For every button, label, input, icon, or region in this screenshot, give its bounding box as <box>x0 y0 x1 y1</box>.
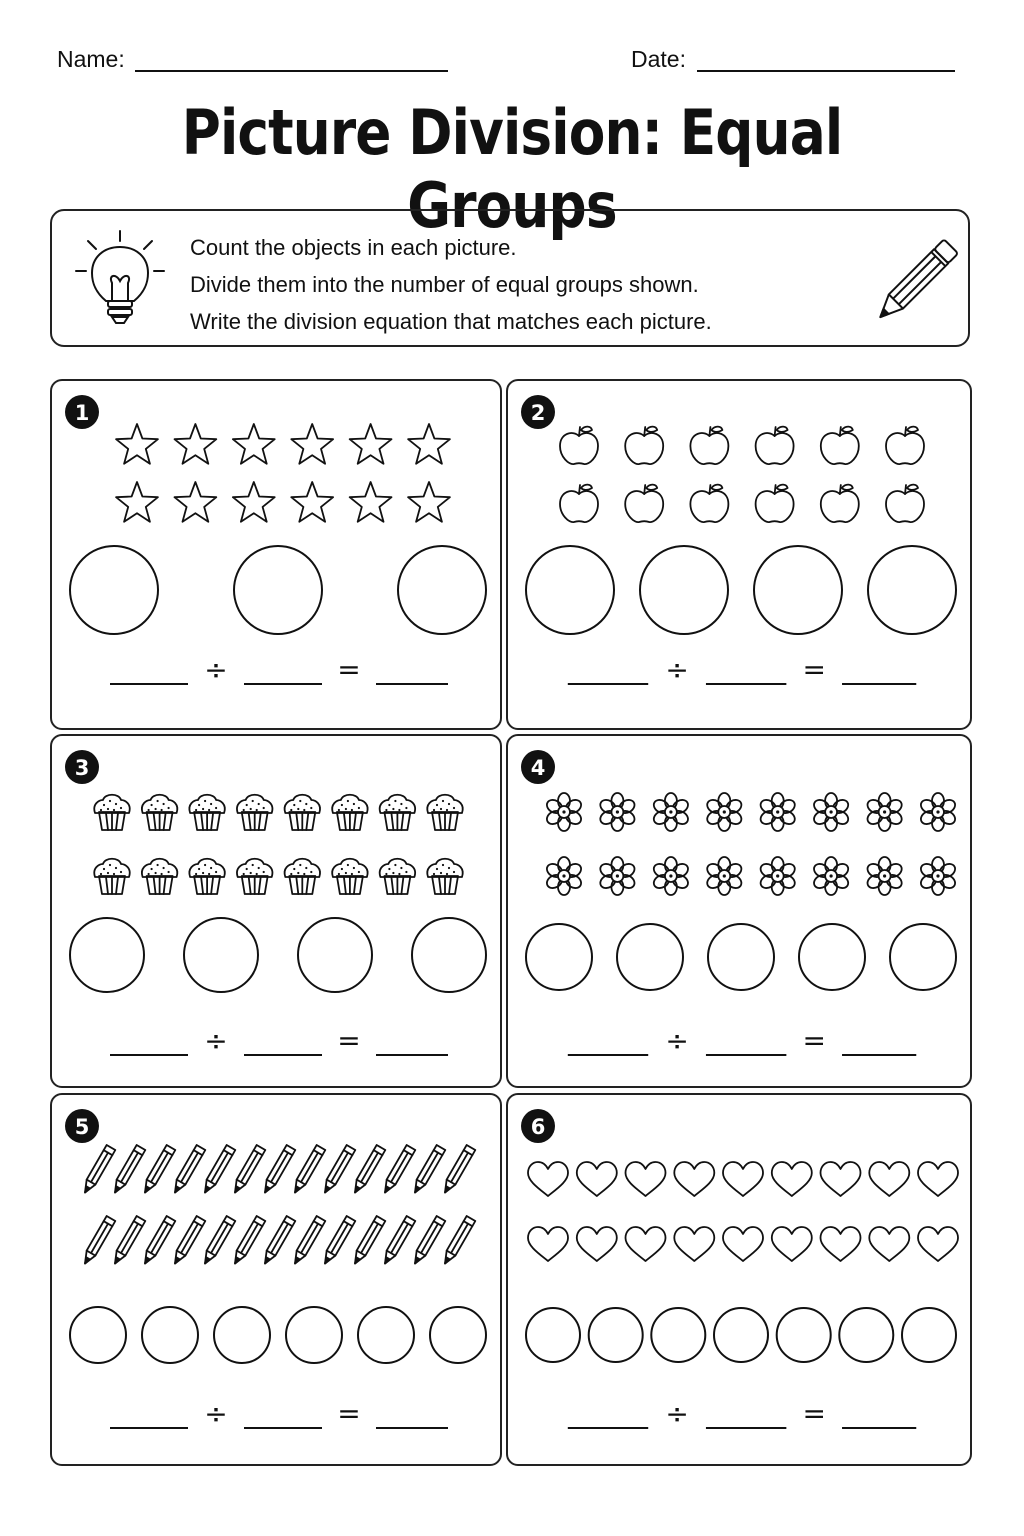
group-circle[interactable] <box>777 1308 831 1362</box>
problem-number-badge <box>65 1109 99 1143</box>
name-field[interactable] <box>135 70 448 72</box>
equals-symbol: = <box>802 1024 826 1057</box>
pencil-icon <box>441 1216 476 1266</box>
apple-icon <box>756 485 794 522</box>
pencil-icon <box>141 1216 176 1266</box>
cupcake-icon <box>94 795 129 830</box>
heart-icon <box>577 1227 617 1261</box>
divide-symbol: ÷ <box>204 1024 228 1057</box>
flower-icon <box>812 793 851 831</box>
problem-number-badge <box>521 395 555 429</box>
heart-icon <box>626 1227 666 1261</box>
flower-icon <box>598 793 637 831</box>
division-equation <box>110 1397 448 1430</box>
problem-number: 3 <box>74 756 90 780</box>
problem-number-badge <box>65 395 99 429</box>
group-circle[interactable] <box>70 1307 126 1363</box>
cupcake-icon <box>237 795 272 830</box>
cupcake-icon <box>237 859 272 894</box>
apple-icon <box>690 485 728 522</box>
group-circle[interactable] <box>70 546 158 634</box>
apple-icon <box>886 427 924 464</box>
instruction-line-2: Divide them into the number of equal groups shown. <box>190 272 699 297</box>
pencil-icon <box>441 1145 476 1195</box>
division-equation <box>568 653 916 686</box>
cupcake-icon <box>285 795 320 830</box>
heart-icon <box>869 1227 909 1261</box>
apple-icon <box>560 427 598 464</box>
heart-icon <box>723 1162 763 1196</box>
group-circle[interactable] <box>651 1308 705 1362</box>
problem-number: 5 <box>74 1115 90 1139</box>
star-icon <box>233 424 275 464</box>
flower-icon <box>758 793 797 831</box>
group-circle[interactable] <box>708 924 774 990</box>
flower-icon <box>598 857 637 895</box>
apple-icon <box>886 485 924 522</box>
star-icon <box>233 482 275 522</box>
cupcake-icon <box>332 795 367 830</box>
equals-symbol: = <box>337 1397 361 1430</box>
cupcake-icon <box>380 795 415 830</box>
pencil-icon <box>171 1145 206 1195</box>
heart-icon <box>772 1162 812 1196</box>
group-circle[interactable] <box>526 1308 580 1362</box>
group-circle[interactable] <box>902 1308 956 1362</box>
heart-icon <box>869 1162 909 1196</box>
name-label: Name: <box>57 46 125 72</box>
cupcake-icon <box>142 859 177 894</box>
heart-icon <box>626 1162 666 1196</box>
flower-icon <box>651 857 690 895</box>
flower-icon <box>812 857 851 895</box>
date-field[interactable] <box>697 70 955 72</box>
division-equation <box>110 1024 448 1057</box>
problem-number: 1 <box>74 401 90 425</box>
pencil-icon <box>411 1216 446 1266</box>
group-circle[interactable] <box>617 924 683 990</box>
instruction-line-1: Count the objects in each picture. <box>190 235 517 260</box>
problem-number-badge <box>65 750 99 784</box>
group-circle[interactable] <box>398 546 486 634</box>
heart-icon <box>528 1162 568 1196</box>
pencil-icon <box>291 1216 326 1266</box>
heart-icon <box>821 1227 861 1261</box>
star-icon <box>408 424 450 464</box>
divide-symbol: ÷ <box>204 653 228 686</box>
problem-number: 6 <box>530 1115 546 1139</box>
heart-icon <box>674 1227 714 1261</box>
cupcake-icon <box>332 859 367 894</box>
pencil-icon <box>81 1145 116 1195</box>
cupcake-icon <box>427 795 462 830</box>
heart-icon <box>528 1227 568 1261</box>
cupcake-icon <box>189 795 224 830</box>
flower-icon <box>545 857 584 895</box>
apple-icon <box>690 427 728 464</box>
equals-symbol: = <box>337 653 361 686</box>
group-circle[interactable] <box>430 1307 486 1363</box>
star-icon <box>350 482 392 522</box>
problem-number-badge <box>521 750 555 784</box>
problem-card-1 <box>50 379 502 730</box>
heart-icon <box>674 1162 714 1196</box>
flower-icon <box>919 793 958 831</box>
group-circle[interactable] <box>526 546 614 634</box>
problem-number: 4 <box>530 756 546 780</box>
heart-icon <box>918 1162 958 1196</box>
apple-icon <box>560 485 598 522</box>
pencil-icon <box>351 1145 386 1195</box>
apple-icon <box>625 485 663 522</box>
pencil-icon <box>381 1145 416 1195</box>
group-circle[interactable] <box>412 918 486 992</box>
division-equation <box>110 653 448 686</box>
star-icon <box>175 482 217 522</box>
star-icon <box>116 482 158 522</box>
group-circle[interactable] <box>640 546 728 634</box>
heart-icon <box>772 1227 812 1261</box>
group-circle[interactable] <box>298 918 372 992</box>
apple-icon <box>625 427 663 464</box>
problem-card-5 <box>50 1093 502 1466</box>
cupcake-icon <box>142 795 177 830</box>
apple-icon <box>821 427 859 464</box>
cupcake-icon <box>427 859 462 894</box>
pencil-icon <box>291 1145 326 1195</box>
divide-symbol: ÷ <box>665 1024 689 1057</box>
problem-card-6 <box>506 1093 972 1466</box>
equals-symbol: = <box>802 653 826 686</box>
flower-icon <box>651 793 690 831</box>
cupcake-icon <box>285 859 320 894</box>
cupcake-icon <box>380 859 415 894</box>
cupcake-icon <box>189 859 224 894</box>
group-circle[interactable] <box>214 1307 270 1363</box>
pencil-icon <box>261 1216 296 1266</box>
heart-icon <box>821 1162 861 1196</box>
pencil-icon <box>111 1216 146 1266</box>
pencil-icon <box>351 1216 386 1266</box>
pencil-icon <box>231 1145 266 1195</box>
problem-number-badge <box>521 1109 555 1143</box>
group-circle[interactable] <box>358 1307 414 1363</box>
group-circle[interactable] <box>589 1308 643 1362</box>
instructions-box <box>50 209 970 347</box>
pencil-icon <box>201 1145 236 1195</box>
flower-icon <box>919 857 958 895</box>
problem-card-3 <box>50 734 502 1088</box>
problem-card-4 <box>506 734 972 1088</box>
divide-symbol: ÷ <box>204 1397 228 1430</box>
flower-icon <box>758 857 797 895</box>
star-icon <box>175 424 217 464</box>
heart-icon <box>577 1162 617 1196</box>
group-circle[interactable] <box>70 918 144 992</box>
pencil-icon <box>141 1145 176 1195</box>
flower-icon <box>865 793 904 831</box>
group-circle[interactable] <box>184 918 258 992</box>
pencil-icon <box>321 1145 356 1195</box>
flower-icon <box>705 857 744 895</box>
pencil-icon <box>261 1145 296 1195</box>
group-circle[interactable] <box>890 924 956 990</box>
group-circle[interactable] <box>799 924 865 990</box>
pencil-icon <box>321 1216 356 1266</box>
group-circle[interactable] <box>754 546 842 634</box>
group-circle[interactable] <box>714 1308 768 1362</box>
date-label: Date: <box>631 46 686 72</box>
equals-symbol: = <box>802 1397 826 1430</box>
flower-icon <box>865 857 904 895</box>
flower-icon <box>545 793 584 831</box>
problem-number: 2 <box>530 401 546 425</box>
group-circle[interactable] <box>526 924 592 990</box>
page-title: Picture Division: Equal Groups <box>181 96 843 242</box>
pencil-icon <box>411 1145 446 1195</box>
cupcake-icon <box>94 859 129 894</box>
star-icon <box>408 482 450 522</box>
divide-symbol: ÷ <box>665 1397 689 1430</box>
pencil-icon <box>231 1216 266 1266</box>
division-equation <box>568 1397 916 1430</box>
group-circle[interactable] <box>868 546 956 634</box>
division-equation <box>568 1024 916 1057</box>
flower-icon <box>705 793 744 831</box>
heart-icon <box>723 1227 763 1261</box>
pencil-icon <box>111 1145 146 1195</box>
instruction-line-3: Write the division equation that matches each picture. <box>190 309 712 334</box>
lightbulb-icon <box>72 225 172 335</box>
group-circle[interactable] <box>142 1307 198 1363</box>
problem-card-2 <box>506 379 972 730</box>
pencil-icon <box>201 1216 236 1266</box>
heart-icon <box>918 1227 958 1261</box>
apple-icon <box>821 485 859 522</box>
group-circle[interactable] <box>286 1307 342 1363</box>
apple-icon <box>756 427 794 464</box>
group-circle[interactable] <box>839 1308 893 1362</box>
star-icon <box>291 482 333 522</box>
group-circle[interactable] <box>234 546 322 634</box>
pencil-icon <box>381 1216 416 1266</box>
pencil-icon <box>81 1216 116 1266</box>
equals-symbol: = <box>337 1024 361 1057</box>
star-icon <box>291 424 333 464</box>
star-icon <box>116 424 158 464</box>
pencil-icon <box>171 1216 206 1266</box>
pencil-icon <box>870 231 960 331</box>
divide-symbol: ÷ <box>665 653 689 686</box>
star-icon <box>350 424 392 464</box>
